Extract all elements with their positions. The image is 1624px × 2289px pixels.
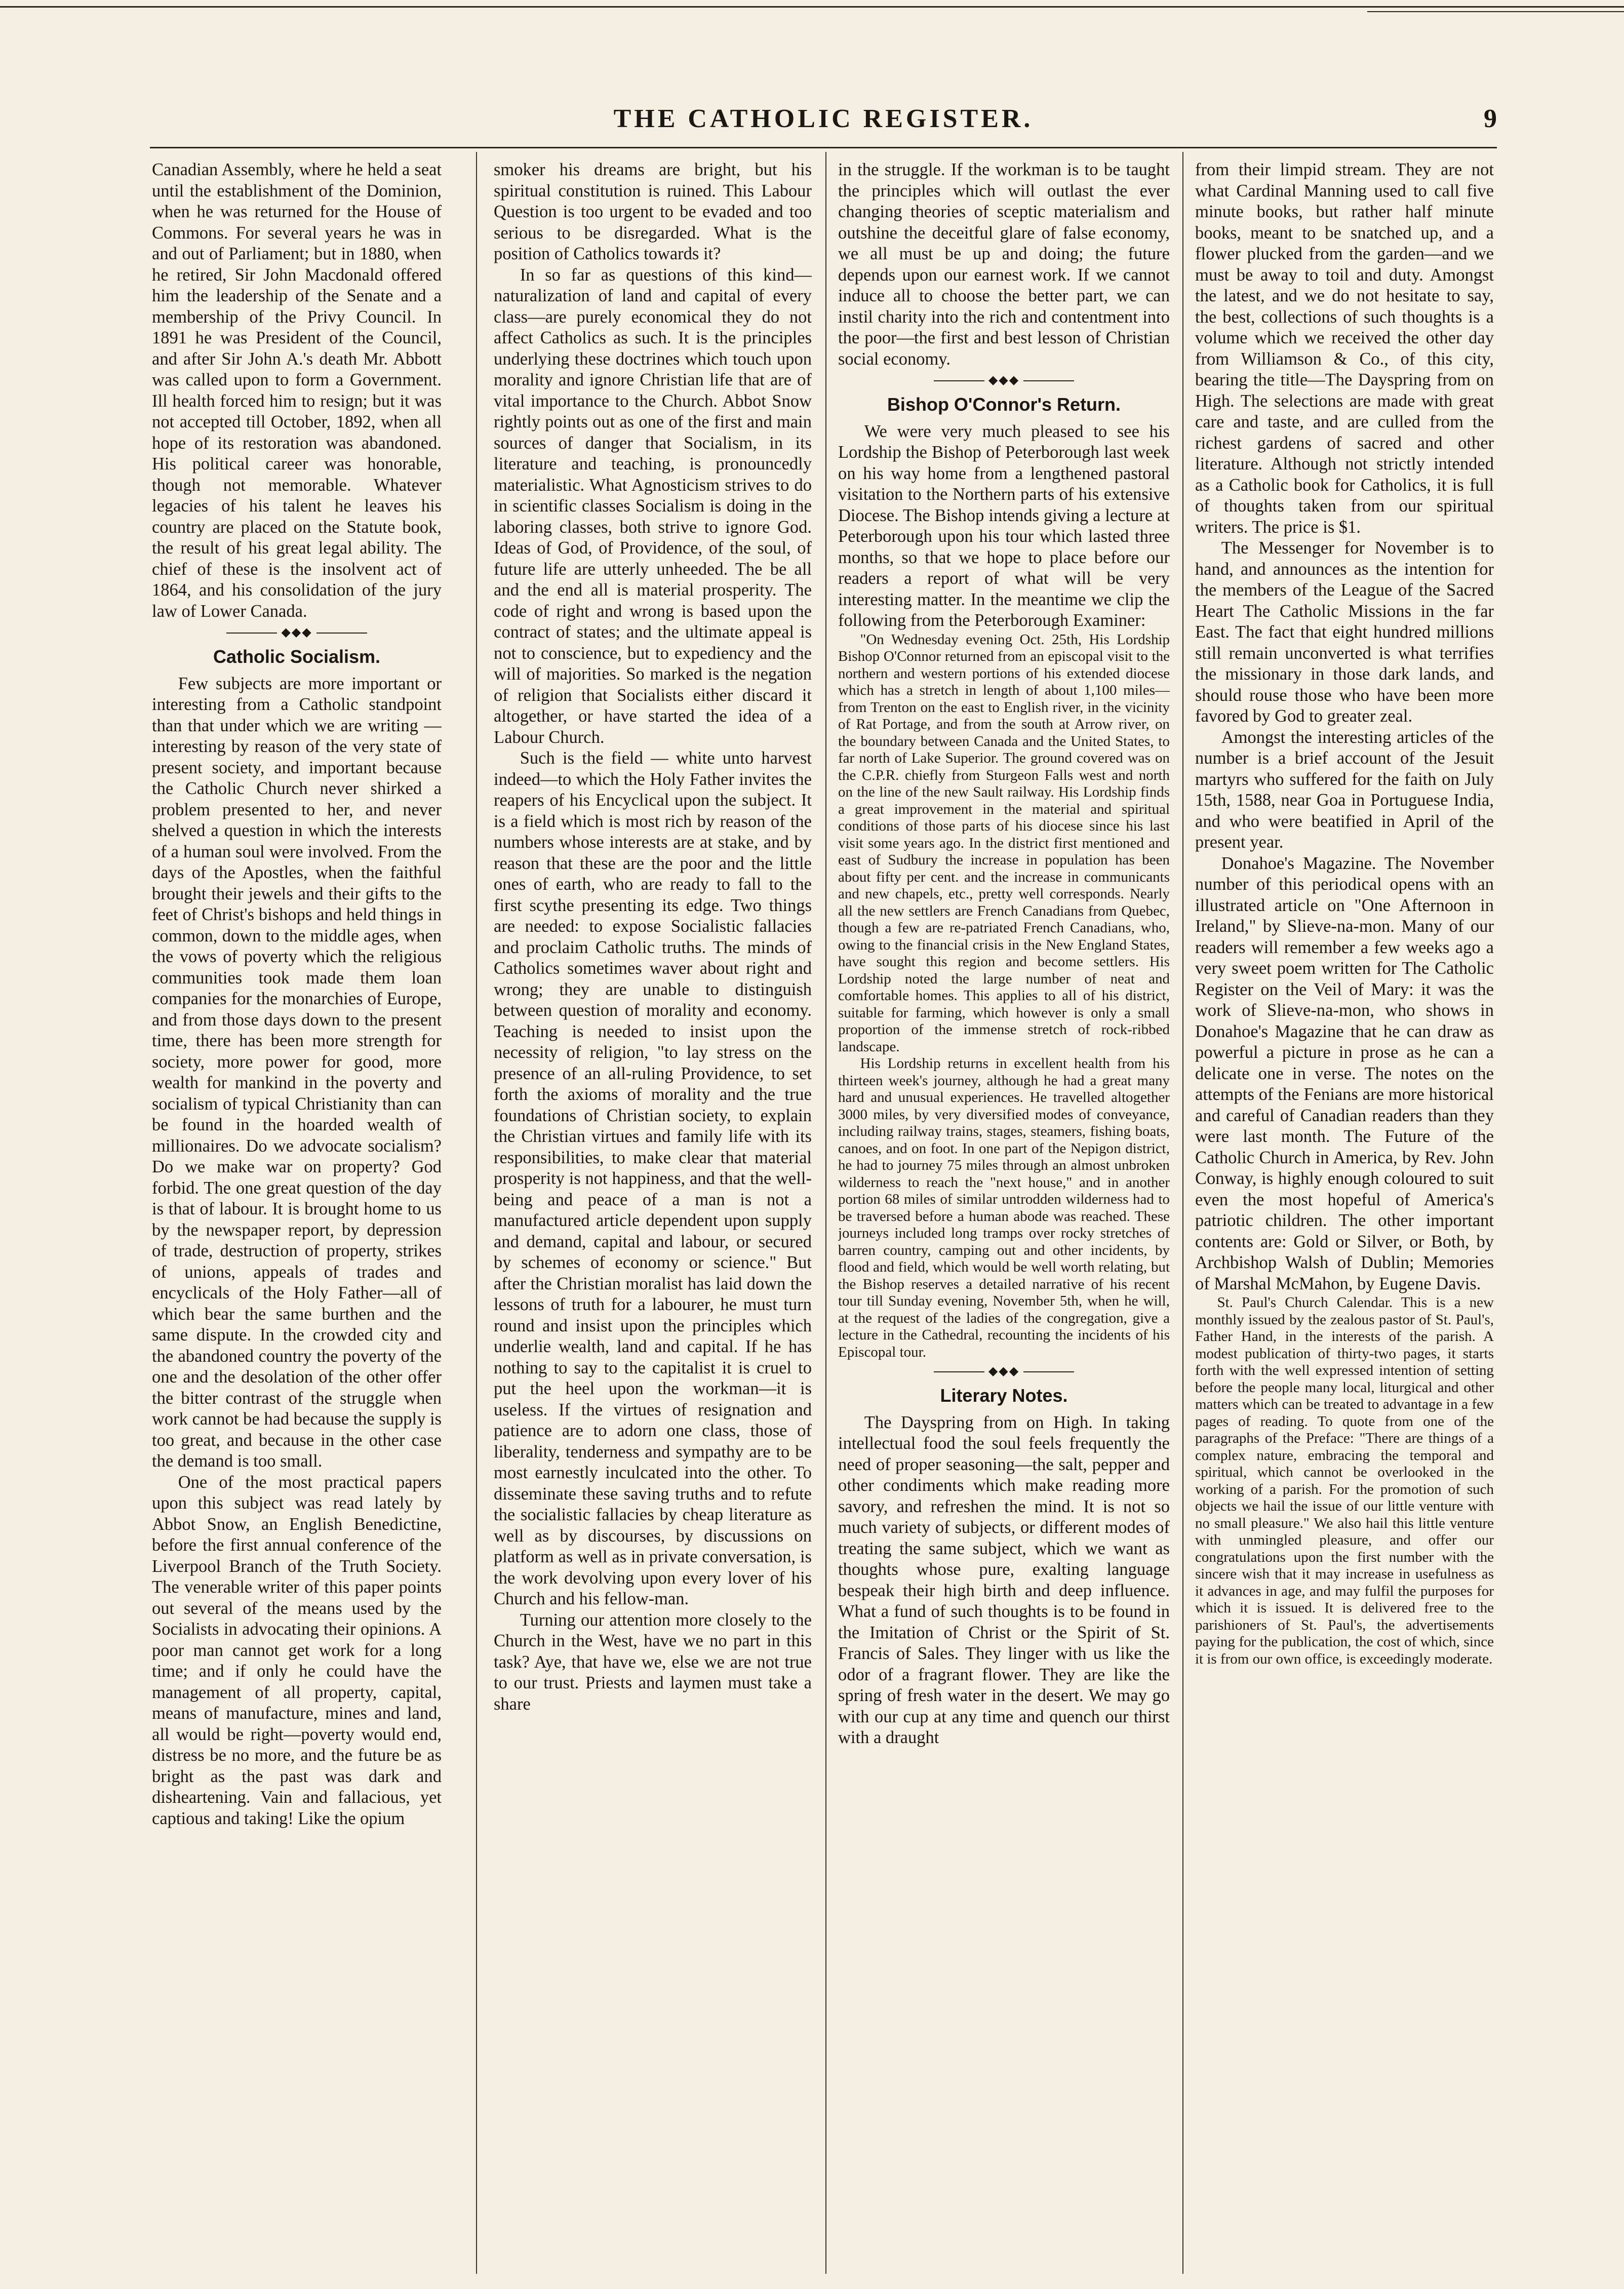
article-paragraph: Amongst the interesting articles of the number is a brief account of the Jesuit martyrs who suffered for the faith on July 15th, 1588, near Goa in Portuguese India, and who were beatified in April of the present year. <box>1195 727 1494 852</box>
column-divider <box>825 152 826 2274</box>
section-ornament: ◆◆◆ <box>838 1365 1170 1378</box>
article-paragraph: St. Paul's Church Calendar. This is a new monthly issued by the zealous pastor of St. Paul's, Father Hand, in the interests of the parish. A modest publication of thirty-two pages, it starts forth with the well expressed intention of setting before the people many local, liturgical and other matters which can be treated to advantage in a few pages of reading. To quote from one of the paragraphs of the Preface: "There are things of a complex nature, embracing the temporal and spiritual, which cannot be overlooked in the working of a parish. For the promotion of such objects we hail the issue of our little venture with no small pleasure." We also hail this little venture with unmingled pleasure, and offer our congratulations upon the first number with the sincere wish that it may increase in usefulness as it advances in age, and may fulfil the purposes for which it is issued. It is delivered free to the parishioners of St. Paul's, the advertisements paying for the publication, the cost of which, since it is from our own office, is exceedingly moderate. <box>1195 1294 1494 1667</box>
article-paragraph: In so far as questions of this kind—naturalization of land and capital of every class—are purely economical they do not affect Catholics as such. It is the principles underlying these doctrines which touch upon morality and ignore Christian life that are of vital importance to the Church. Abbot Snow rightly points out as one of the first and main sources of danger that Socialism, in its literature and teaching, is pronouncedly materialistic. What Agnosticism strives to do in scientific classes Socialism is doing in the laboring classes, both strive to ignore God. Ideas of God, of Providence, of the soul, of future life are utterly unheeded. The be all and the end all is material prosperity. The code of right and wrong is based upon the contract of states; and the ultimate appeal is not to conscience, but to expediency and the will of majorities. So marked is the negation of religion that Socialists either discard it altogether, or have started the idea of a Labour Church. <box>494 265 812 747</box>
article-paragraph: Few subjects are more important or interesting from a Catholic standpoint than that under which we are writing —interesting by reason of the very state of present society, and important because the Catholic Church never shirked a problem presented to her, and never shelved a question in which the interests of a human soul were involved. From the days of the Apostles, when the faithful brought their jewels and their gifts to the feet of Christ's bishops and held things in common, down to the middle ages, when the vows of poverty which the religious communities took made them loan companies for the monarchies of Europe, and from those days down to the present time, there has been more strength for society, more power for good, more wealth for mankind in the poverty and socialism of typical Christianity than can be found in the hoarded wealth of millionaires. Do we advocate socialism? Do we make war on property? God forbid. The one great question of the day is that of labour. It is brought home to us by the newspaper report, by depression of trade, destruction of property, strikes of unions, appeals of trades and encyclicals of the Holy Father—all of which bear the same burthen and the same dispute. In the crowded city and the abandoned country the poverty of the one and the desolation of the other offer the bitter contrast of the struggle when work cannot be had because the supply is too great, and because in the other case the demand is too small. <box>152 674 442 1471</box>
column-1 <box>152 160 442 2269</box>
article-paragraph: smoker his dreams are bright, but his spiritual constitution is ruined. This Labour Question is too urgent to be evaded and too serious to be disregarded. What is the position of Catholics towards it? <box>494 160 812 263</box>
article-paragraph: Donahoe's Magazine. The November number of this periodical opens with an illustrated article on "One Afternoon in Ireland," by Slieve-na-mon. Many of our readers will remember a few weeks ago a very sweet poem written for The Catholic Register on the Veil of Mary: it was the work of Slieve-na-mon, who shows in Donahoe's Magazine that he can draw as powerful a picture in prose as he can a delicate one in verse. The notes on the attempts of the Fenians are more historical and careful of Canadian readers than they were last month. The Future of the Catholic Church in America, by Rev. John Conway, is highly enough coloured to suit even the most hopeful of America's patriotic children. The other important contents are: Gold or Silver, or Both, by Archbishop Walsh of Dublin; Memories of Marshal McMahon, by Eugene Davis. <box>1195 853 1494 1293</box>
page-number: 9 <box>1484 104 1497 133</box>
column-divider <box>476 152 477 2274</box>
column-2 <box>494 160 812 2269</box>
masthead <box>150 104 1497 139</box>
article-paragraph: from their limpid stream. They are not what Cardinal Manning used to call five minute books, but rather half minute books, meant to be snatched up, and a flower plucked from the garden—and we must be away to toil and duty. Amongst the latest, and we do not hesitate to say, the best, collections of such thoughts is a volume which we received the other day from Williamson & Co., of this city, bearing the title—The Dayspring from on High. The selections are made with great care and taste, and are culled from the richest gardens of sacred and other literature. Although not strictly intended as a Catholic book for Catholics, it is full of thoughts taken from our spiritual writers. The price is $1. <box>1195 160 1494 537</box>
article-paragraph: The Messenger for November is to hand, and announces as the intention for the members of the League of the Sacred Heart The Catholic Missions in the far East. The fact that eight hundred millions still remain unconverted is what terrifies the missionary in those dark lands, and should rouse those who have been more favored by God to greater zeal. <box>1195 538 1494 726</box>
section-ornament: ◆◆◆ <box>838 374 1170 387</box>
top-border-rule <box>0 6 1624 8</box>
literary-note <box>1195 1294 1494 1668</box>
column-3 <box>838 160 1170 2269</box>
quoted-excerpt <box>838 632 1170 1361</box>
section-heading: Bishop O'Connor's Return. <box>887 394 1121 415</box>
article-paragraph: Such is the field — white unto harvest indeed—to which the Holy Father invites the reapers of his Encyclical upon the subject. It is a field which is most rich by reason of the numbers whose interests are at stake, and by reason that these are the poor and the little ones of earth, who are ready to fall to the first scythe presenting its edge. Two things are needed: to expose Socialistic fallacies and proclaim Catholic truths. The minds of Catholics sometimes waver about right and wrong; they are unable to distinguish between question of morality and economy. Teaching is needed to insist upon the necessity of religion, "to lay stress on the presence of an all-ruling Providence, to set forth the axioms of morality and the true foundations of Christian society, to explain the Christian virtues and family life with its responsibilities, to make clear that material prosperity is not happiness, and that the well-being and peace of a man is not a manufactured article dependent upon supply and demand, capital and labour, or secured by schemes of economy or science." But after the Christian moralist has laid down the lessons of truth for a labourer, he must turn round and insist upon the principles which underlie wealth, land and capital. If he has nothing to say to the capitalist it is cruel to put the heel upon the workman—it is useless. If the virtues of resignation and patience are to adorn one class, those of liberality, tenderness and sympathy are to be most earnestly inculcated into the other. To disseminate these saving truths and to refute the socialistic fallacies by cheap literature as well as by discourses, by discussions on platform as well as in private conversation, is the work devolving upon every lover of his Church and his fellow-man. <box>494 748 812 1608</box>
article-paragraph: One of the most practical papers upon this subject was read lately by Abbot Snow, an English Benedictine, before the first annual conference of the Liverpool Branch of the Truth Society. The venerable writer of this paper points out several of the means used by the Socialists in advocating their opinions. A poor man cannot get work for a long time; and if only he could have the management of all property, capital, means of manufacture, mines and land, all would be right—poverty would end, distress be no more, and the future be as bright as the past was dark and disheartening. Vain and fallacious, yet captious and taking! Like the opium <box>152 1472 442 1828</box>
section-heading: Literary Notes. <box>940 1385 1068 1406</box>
article-paragraph: Canadian Assembly, where he held a seat until the establishment of the Dominion, when he was returned for the House of Commons. For several years he was in and out of Parliament; but in 1880, when he retired, Sir John Macdonald offered him the leadership of the Senate and a membership of the Privy Council. In 1891 he was President of the Council, and after Sir John A.'s death Mr. Abbott was called upon to form a Government. Ill health forced him to resign; but it was not accepted till October, 1892, when all hope of its restoration was abandoned. His political career was honorable, though not memorable. Whatever legacies of his talent he leaves his country are placed on the Statute book, the result of his great legal ability. The chief of these is the insolvent act of 1864, and his consolidation of the jury law of Lower Canada. <box>152 160 442 621</box>
column-4 <box>1195 160 1494 2269</box>
top-border-rule-short <box>1367 11 1624 12</box>
section-ornament: ◆◆◆ <box>152 626 442 639</box>
quoted-paragraph: "On Wednesday evening Oct. 25th, His Lordship Bishop O'Connor returned from an episcopal visit to the northern and western portions of his extended diocese which has a stretch in length of about 1,100 miles—from Trenton on the east to English river, in the vicinity of Rat Portage, and from the south at Arrow river, on the boundary between Canada and the United States, to far north of Lake Superior. The ground covered was on the C.P.R. chiefly from Sturgeon Falls west and north on the line of the new Sault railway. His Lordship finds a great improvement in the material and spiritual conditions of those parts of his diocese since his last visit some years ago. In the district first mentioned and east of Sudbury the increase in population has been about fifty per cent. and the increase in communicants and new chapels, etc., pretty well corresponds. Nearly all the new settlers are French Canadians from Quebec, though a few are re-patriated French Canadians, who, owing to the financial crisis in the New England States, have sought this region and become settlers. His Lordship noted the large number of neat and comfortable homes. This applies to all of his district, suitable for farming, which however is only a small proportion of the immense stretch of rock-ribbed landscape. <box>838 631 1170 1055</box>
article-paragraph: We were very much pleased to see his Lordship the Bishop of Peterborough last week on his way home from a lengthened pastoral visitation to the Northern parts of his extensive Diocese. The Bishop intends giving a lecture at Peterborough upon his tour which lasted three months, so that we hope to place before our readers a report of what will be very interesting matter. In the meantime we clip the following from the Peterborough Examiner: <box>838 421 1170 630</box>
article-paragraph: Turning our attention more closely to the Church in the West, have we no part in this task? Aye, that have we, else we are not true to our trust. Priests and laymen must take a share <box>494 1610 812 1714</box>
newspaper-title: THE CATHOLIC REGISTER. <box>613 104 1034 133</box>
quoted-paragraph: His Lordship returns in excellent health from his thirteen week's journey, although he had a great many hard and unusual experiences. He travelled altogether 3000 miles, by very diversified modes of conveyance, including railway trains, stages, steamers, fishing boats, canoes, and on foot. In one part of the Nepigon district, he had to journey 75 miles through an almost unbroken wilderness to reach the "next house," and in another portion 68 miles of similar untrodden wilderness had to be traversed before a human abode was reached. These journeys included long tramps over rocky stretches of barren country, camping out and other incidents, by flood and field, which would be well worth relating, but the Bishop reserves a detailed narrative of his recent tour till Sunday evening, November 5th, when he will, at the request of the ladies of the congregation, give a lecture in the Cathedral, recounting the incidents of his Episcopal tour. <box>838 1055 1170 1360</box>
article-paragraph: in the struggle. If the workman is to be taught the principles which will outlast the ever changing theories of sceptic materialism and outshine the deceitful glare of false economy, we all must be up and doing; the future depends upon our earnest work. If we cannot induce all to choose the better part, we can instil charity into the rich and contentment into the poor—the first and best lesson of Christian social economy. <box>838 160 1170 369</box>
section-heading: Catholic Socialism. <box>213 646 381 667</box>
masthead-rule <box>150 147 1497 148</box>
column-divider <box>1182 152 1183 2274</box>
article-paragraph: The Dayspring from on High. In taking intellectual food the soul feels frequently the need of proper seasoning—the salt, pepper and other condiments which make reading more savory, and refreshen the mind. It is not so much variety of subjects, or different modes of treating the same subject, which we want as thoughts whose pure, exalting language bespeak their high birth and deep influence. What a fund of such thoughts is to be found in the Imitation of Christ or the Spirit of St. Francis of Sales. They linger with us like the odor of a fragrant flower. They are like the spring of fresh water in the desert. We may go with our cup at any time and quench our thirst with a draught <box>838 1412 1170 1747</box>
